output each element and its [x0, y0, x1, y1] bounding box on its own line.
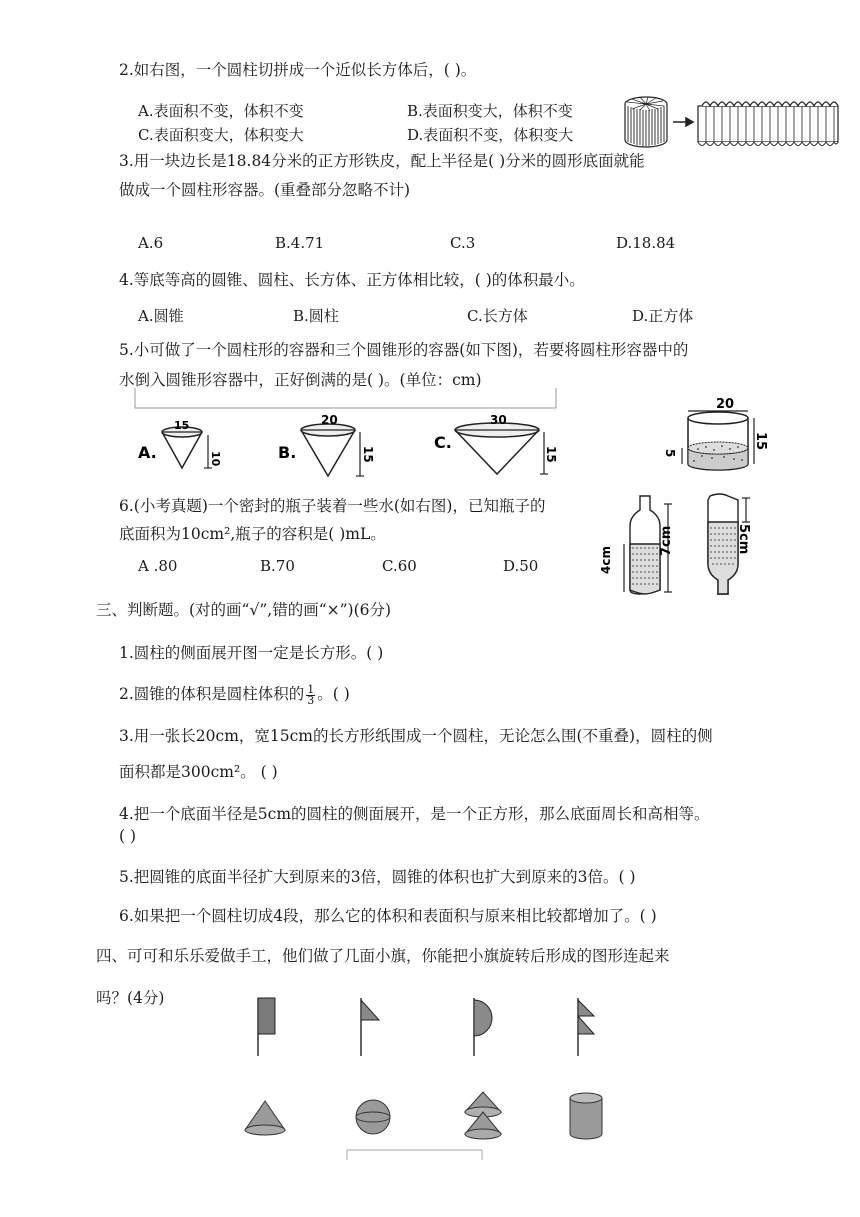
cone-b-height-dim: 15 [361, 446, 375, 463]
q5-answer-box-edge [134, 388, 558, 410]
judge-item-5: 5.把圆锥的底面半径扩大到原来的3倍，圆锥的体积也扩大到原来的3倍。( ) [119, 868, 636, 886]
q2-cylinder-figure [620, 94, 845, 150]
judge-item-3-line1: 3.用一张长20cm，宽15cm的长方形纸围成一个圆柱，无论怎么围(不重叠)，圆柱的侧 [119, 727, 713, 745]
cone-c-label: C. [434, 433, 452, 452]
q5-cone-b [278, 414, 378, 480]
cone-a-top-dim: 15 [174, 419, 190, 432]
one-third-fraction: $\frac{1}{3}$ [307, 682, 315, 707]
section4-heading-line2: 吗？(4分) [96, 989, 165, 1007]
q2-stem: 2.如右图，一个圆柱切拼成一个近似长方体后，( )。 [119, 61, 477, 79]
q6-option-d[interactable]: D.50 [503, 557, 539, 575]
water-height-dim: 5 [663, 449, 677, 458]
q5-cone-a [138, 419, 222, 474]
q4-option-c[interactable]: C.长方体 [467, 307, 528, 325]
solid-cone[interactable] [242, 1098, 288, 1140]
q2-option-d[interactable]: D.表面积不变，体积变大 [407, 126, 574, 144]
flag-rectangle [252, 996, 282, 1058]
q4-option-a[interactable]: A.圆锥 [138, 307, 184, 325]
judge-item-3-line2: 面积都是300cm²。 ( ) [119, 763, 278, 781]
solid-double-cone[interactable] [459, 1090, 507, 1144]
q6-stem-line1: 6.(小考真题)一个密封的瓶子装着一些水(如右图)，已知瓶子的 [119, 497, 546, 515]
solid-sphere[interactable] [353, 1097, 393, 1139]
section3-heading: 三、判断题。(对的画“√”,错的画“×”)(6分) [96, 601, 392, 619]
cone-c-height-dim: 15 [544, 446, 558, 463]
q5-cylinder-container [663, 394, 776, 476]
sliced-cylinder [625, 97, 667, 147]
q2-option-b[interactable]: B.表面积变大，体积不变 [407, 102, 573, 120]
arrow [673, 118, 693, 126]
judge-item-2 [119, 684, 350, 706]
cone-b-top-dim: 20 [321, 413, 338, 427]
q3-option-d[interactable]: D.18.84 [616, 234, 676, 252]
q4-stem: 4.等底等高的圆锥、圆柱、长方体、正方体相比较，( )的体积最小。 [119, 271, 585, 289]
q6-stem-line2: 底面积为10cm²,瓶子的容积是( )mL。 [119, 525, 386, 543]
q3-option-c[interactable]: C.3 [450, 234, 476, 252]
q5-cone-c [434, 414, 556, 480]
cone-a-height-dim: 10 [209, 451, 222, 467]
judge-item-4-line2: ( ) [119, 827, 137, 845]
judge-item-2-text: 2.圆锥的体积是圆柱体积的 [119, 685, 305, 703]
q2-option-c[interactable]: C.表面积变大，体积变大 [138, 126, 304, 144]
flag-semicircle [468, 996, 502, 1058]
flag-double-triangle [572, 996, 606, 1058]
judge-item-6: 6.如果把一个圆柱切成4段，那么它的体积和表面积与原来相比较都增加了。( ) [119, 907, 657, 925]
cone-c-top-dim: 30 [490, 413, 507, 427]
cylinder-diameter-dim: 20 [716, 397, 735, 412]
judge-item-1: 1.圆柱的侧面展开图一定是长方形。( ) [119, 644, 384, 662]
q3-stem-line1: 3.用一块边长是18.84分米的正方形铁皮，配上半径是( )分米的圆形底面就能 [119, 152, 645, 170]
cone-b-label: B. [278, 443, 297, 462]
q5-stem-line1: 5.小可做了一个圆柱形的容器和三个圆锥形的容器(如下图)，若要将圆柱形容器中的 [119, 341, 689, 359]
q6-option-b[interactable]: B.70 [260, 557, 295, 575]
q4-option-b[interactable]: B.圆柱 [293, 307, 339, 325]
flag-triangle [355, 996, 389, 1058]
q6-bottle-figure [599, 490, 770, 598]
cone-a-label: A. [138, 443, 157, 462]
inverted-bottle [708, 494, 738, 594]
q5-stem-line2: 水倒入圆锥形容器中，正好倒满的是( )。(单位：cm) [119, 371, 482, 389]
q3-option-a[interactable]: A.6 [138, 234, 164, 252]
judge-item-4-line1: 4.把一个底面半径是5cm的圆柱的侧面展开，是一个正方形，那么底面周长和高相等。 [119, 805, 710, 823]
section4-heading-line1: 四、可可和乐乐爱做手工，他们做了几面小旗，你能把小旗旋转后形成的图形连起来 [96, 947, 670, 965]
cylinder-height-dim: 15 [753, 432, 768, 451]
bottle-water-height: 4cm [599, 546, 613, 574]
q4-option-d[interactable]: D.正方体 [632, 307, 694, 325]
q3-stem-line2: 做成一个圆柱形容器。(重叠部分忽略不计) [119, 181, 411, 199]
solid-cylinder[interactable] [566, 1090, 606, 1144]
bottle-air-height: 5cm [736, 524, 751, 555]
q3-option-b[interactable]: B.4.71 [275, 234, 325, 252]
rearranged-box [698, 102, 838, 146]
q6-option-a[interactable]: A .80 [138, 557, 178, 575]
q6-option-c[interactable]: C.60 [382, 557, 417, 575]
upright-bottle [630, 496, 660, 594]
judge-item-2-tail: 。( ) [317, 685, 350, 703]
section4-answer-box-edge [346, 1148, 484, 1160]
bottle-total-height: 7cm [659, 525, 674, 556]
q2-option-a[interactable]: A.表面积不变，体积不变 [138, 102, 304, 120]
